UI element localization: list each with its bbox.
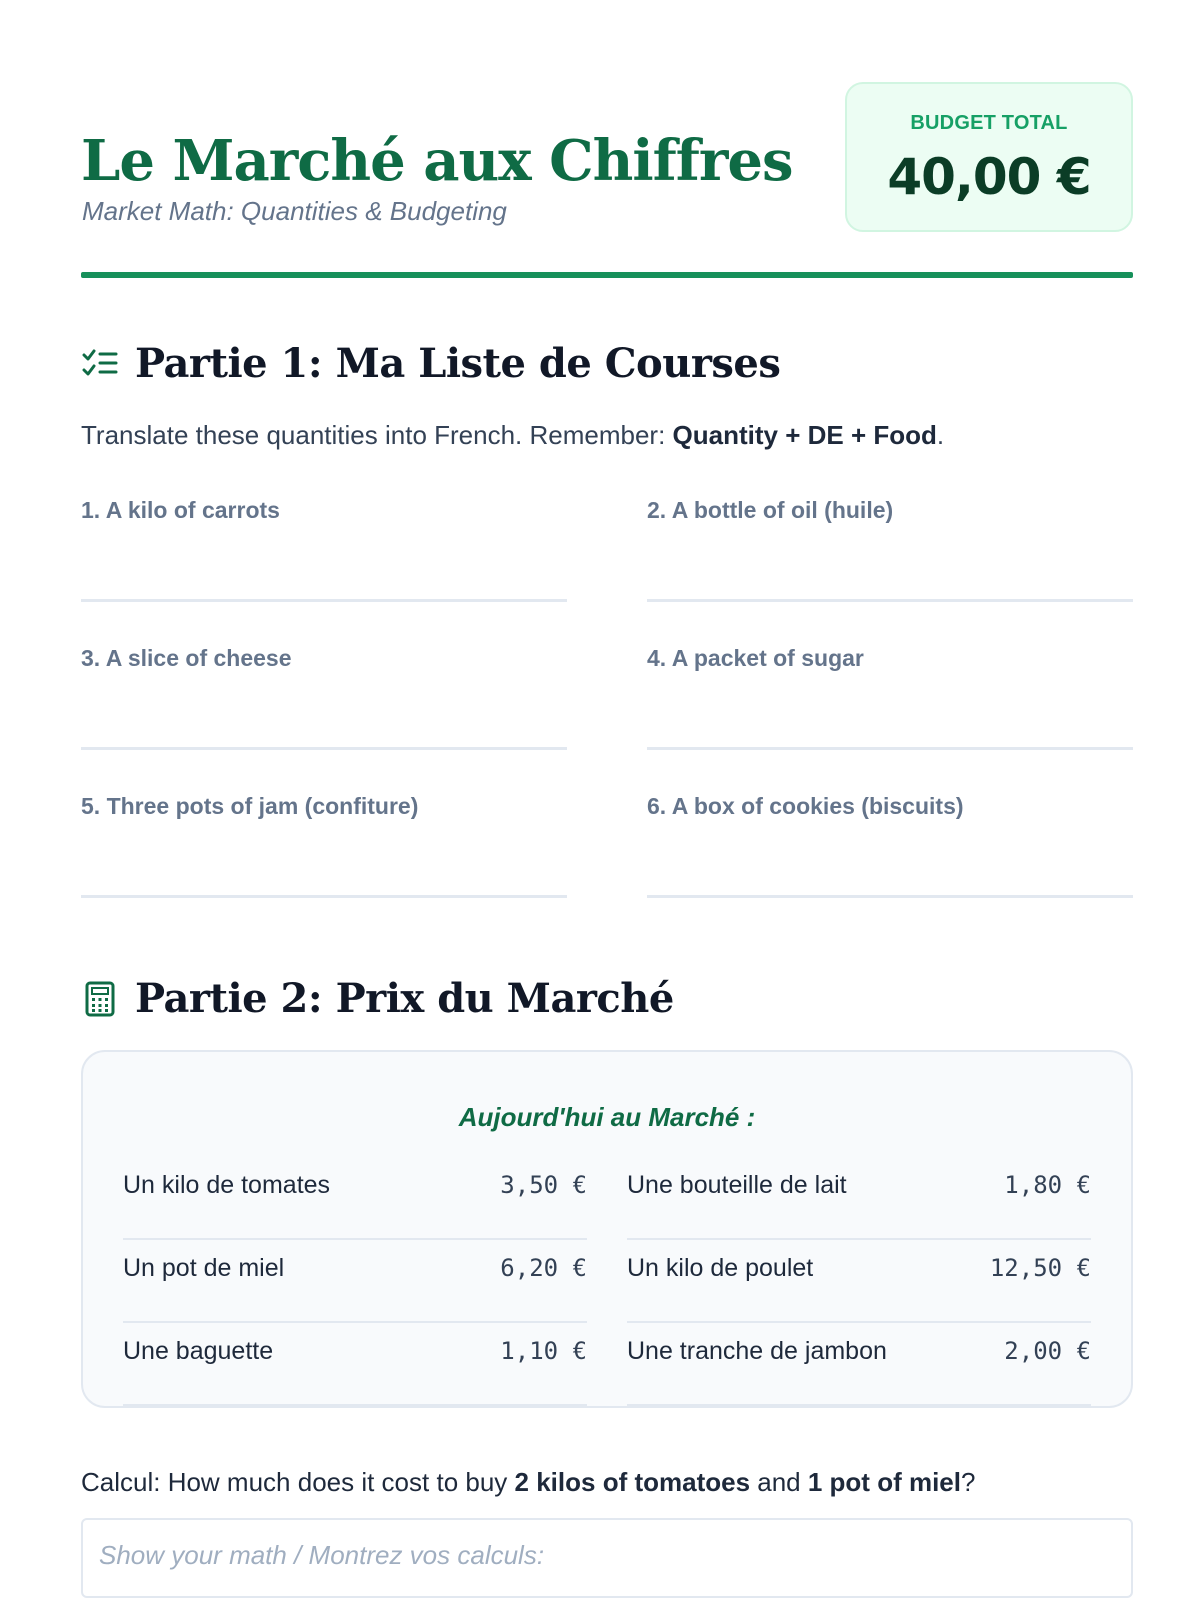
- exercise-label: 2. A bottle of oil (huile): [647, 497, 894, 523]
- section-title-part1: [81, 340, 780, 387]
- item-name: Un kilo de poulet: [627, 1254, 814, 1282]
- price-row: [123, 1323, 587, 1406]
- instruction-formula: Quantity + DE + Food: [672, 420, 937, 450]
- exercise-label: 1. A kilo of carrots: [81, 497, 280, 523]
- question-text: and: [750, 1467, 808, 1497]
- item-price: 1,10 €: [500, 1337, 587, 1365]
- budget-label: BUDGET TOTAL: [910, 112, 1068, 134]
- section-title-text: Partie 1: Ma Liste de Courses: [135, 340, 781, 387]
- price-panel: [81, 1050, 1133, 1408]
- question-text: Calcul: How much does it cost to buy: [81, 1467, 515, 1497]
- page-subtitle: Market Math: Quantities & Budgeting: [82, 196, 507, 226]
- answer-line[interactable]: [81, 895, 567, 898]
- item-price: 2,00 €: [1004, 1337, 1091, 1365]
- answer-line[interactable]: [647, 599, 1133, 602]
- section-title-text: Partie 2: Prix du Marché: [135, 975, 674, 1022]
- instruction-prefix: Translate these quantities into French. Remember:: [81, 420, 673, 450]
- answer-line[interactable]: [647, 895, 1133, 898]
- exercise-item: [647, 497, 1133, 645]
- answer-line[interactable]: [81, 599, 567, 602]
- instruction-suffix: .: [936, 420, 945, 450]
- item-name: Une tranche de jambon: [627, 1337, 887, 1365]
- price-row: [627, 1157, 1091, 1240]
- price-list: [123, 1157, 1091, 1406]
- section-title-part2: [81, 975, 674, 1022]
- checklist-icon: [81, 345, 119, 383]
- item-name: Une baguette: [123, 1337, 274, 1365]
- item-price: 3,50 €: [500, 1171, 587, 1199]
- page-title: Le Marché aux Chiffres: [81, 128, 793, 194]
- item-name: Un kilo de tomates: [123, 1171, 331, 1199]
- exercise-label: 3. A slice of cheese: [81, 645, 292, 671]
- price-row: [627, 1323, 1091, 1406]
- question-emphasis: 2 kilos of tomatoes: [514, 1467, 751, 1497]
- exercise-item: [647, 645, 1133, 793]
- item-name: Un pot de miel: [123, 1254, 285, 1282]
- header-divider: [81, 272, 1133, 278]
- item-price: 1,80 €: [1004, 1171, 1091, 1199]
- worksheet-page: [81, 0, 1133, 1600]
- question-emphasis: 1 pot of miel: [807, 1467, 961, 1497]
- budget-card: [845, 82, 1133, 232]
- answer-line[interactable]: [647, 747, 1133, 750]
- instruction-text: [81, 420, 944, 451]
- calculation-question: [81, 1467, 975, 1498]
- header: [81, 82, 1133, 282]
- question-text: ?: [960, 1467, 976, 1497]
- exercise-item: [81, 793, 567, 941]
- answer-line[interactable]: [81, 747, 567, 750]
- exercise-item: [647, 793, 1133, 941]
- budget-value: 40,00 €: [887, 148, 1091, 206]
- calculation-input[interactable]: [81, 1518, 1133, 1598]
- price-row: [123, 1157, 587, 1240]
- item-price: 12,50 €: [989, 1254, 1091, 1282]
- exercise-item: [81, 497, 567, 645]
- price-row: [627, 1240, 1091, 1323]
- item-price: 6,20 €: [500, 1254, 587, 1282]
- calculator-icon: [81, 980, 119, 1018]
- exercise-grid: [81, 497, 1133, 941]
- price-panel-title: Aujourd'hui au Marché :: [458, 1102, 756, 1132]
- exercise-item: [81, 645, 567, 793]
- exercise-label: 4. A packet of sugar: [647, 645, 864, 671]
- exercise-label: 6. A box of cookies (biscuits): [647, 793, 964, 819]
- exercise-label: 5. Three pots of jam (confiture): [81, 793, 419, 819]
- item-name: Une bouteille de lait: [627, 1171, 847, 1199]
- price-row: [123, 1240, 587, 1323]
